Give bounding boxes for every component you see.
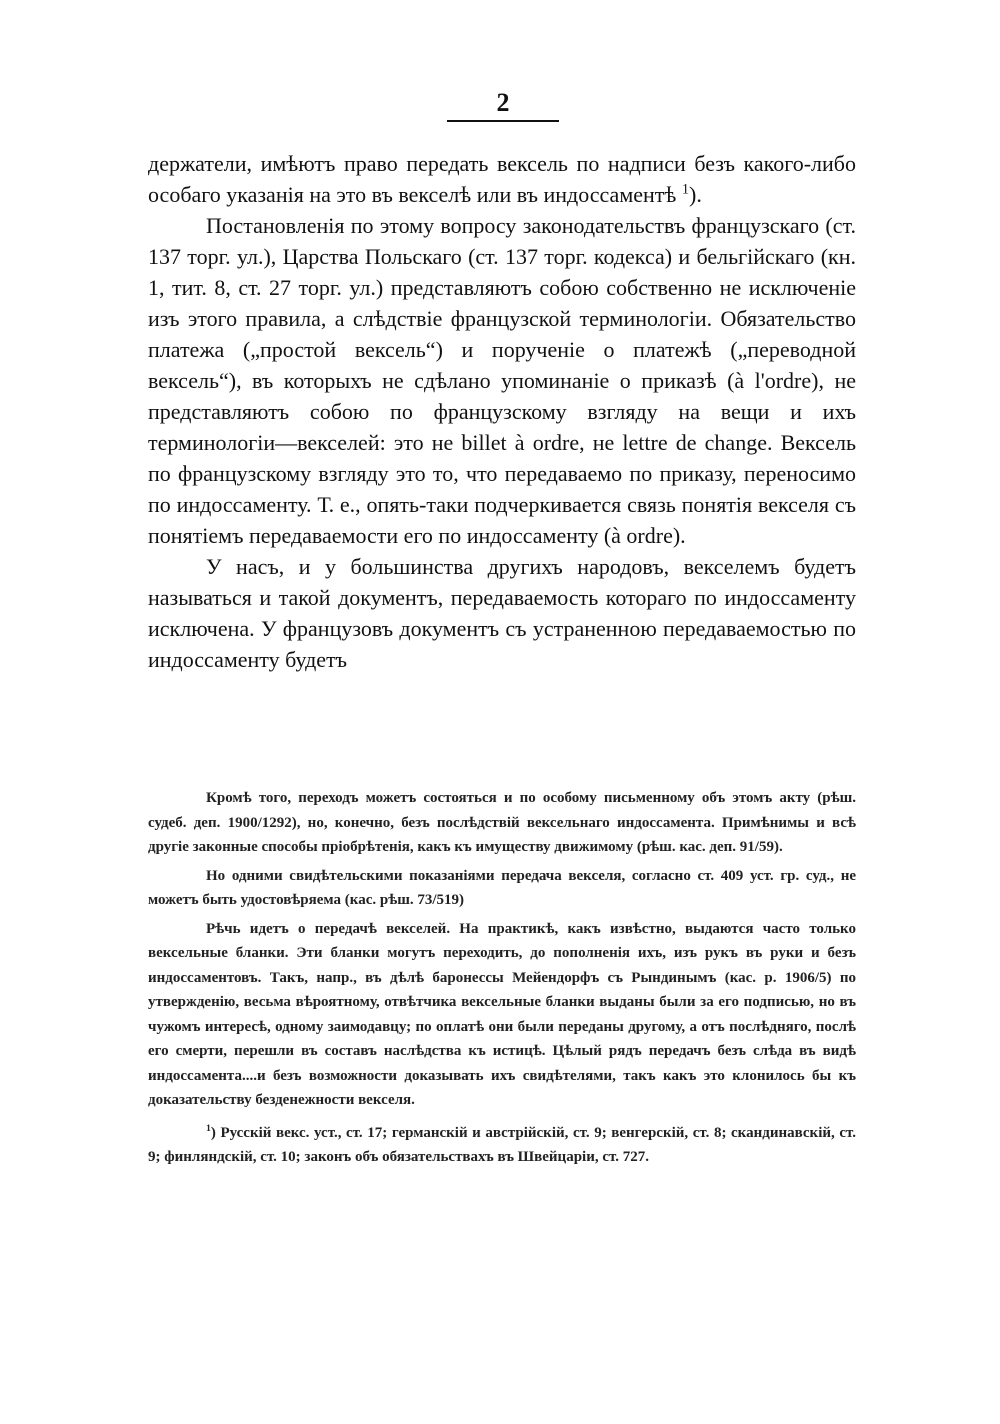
notes-section (148, 786, 856, 1174)
paragraph-1-text: держатели, имѣютъ право передать вексель по надписи безъ какого-либо особаго указанія на это въ векселѣ или въ индоссаментѣ (148, 151, 856, 207)
paragraph-3: У насъ, и у большинства другихъ народовъ, векселемъ будетъ называться и такой документъ, передаваемость котораго по индоссаменту исключена. У французовъ документъ съ устраненною передаваемостью по индоссаменту будетъ (148, 554, 856, 672)
note-1: Кромѣ того, переходъ можетъ состояться и по особому письменному объ этомъ акту (рѣш. судеб. деп. 1900/1292), но, конечно, безъ послѣдствій вексельнаго индоссамента. Примѣнимы и всѣ другіе законные способы пріобрѣтенія, какъ къ имуществу движимому (рѣш. кас. деп. 91/59). (148, 790, 856, 855)
note-3: Рѣчь идетъ о передачѣ векселей. На практикѣ, какъ извѣстно, выдаются часто только вексельные бланки. Эти бланки могутъ переходить, до пополненія ихъ, изъ рукъ въ руки и безъ индоссаментовъ. Такъ, напр., въ дѣлѣ баронессы Мейендорфъ съ Рындинымъ (кас. р. 1906/5) по утвержденію, весьма вѣроятному, отвѣтчика вексельные бланки выданы были за его подписью, но въ чужомъ интересѣ, одному заимодавцу; по оплатѣ они были переданы другому, а отъ послѣдняго, послѣ его смерти, перешли въ составъ наслѣдства къ истицѣ. Цѣлый рядъ передачъ безъ слѣда въ видѣ индоссамента....и безъ возможности доказывать ихъ свидѣтелями, такъ какъ это клонилось бы къ доказательству безденежности векселя. (148, 920, 856, 1108)
footnote-1 (148, 1121, 856, 1170)
paragraph-2: Постановленія по этому вопросу законодательствъ французскаго (ст. 137 торг. ул.), Царства Польскаго (ст. 137 торг. кодекса) и бельгійскаго (кн. 1, тит. 8, ст. 27 торг. ул.) представляютъ собою собственно не исключеніе изъ этого правила, а слѣдствіе французской терминологіи. Обязательство платежа („простой вексель“) и порученіе о платежѣ („переводной вексель“), въ которыхъ не сдѣлано упоминаніе о приказѣ (à l'ordre), не представляютъ собою по французскому взгляду на вещи и ихъ терминологіи—векселей: это не billet à ordre, не lettre de change. Вексель по французскому взгляду это то, что передаваемо по приказу, переносимо по индоссаменту. Т. е., опять-таки подчеркивается связь понятія векселя съ понятіемъ передаваемости его по индоссаменту (à ordre). (148, 213, 856, 548)
footnote-ref: 1 (681, 181, 689, 198)
footnote-1-text: ) Русскій векс. уст., ст. 17; германскій и австрійскій, ст. 9; венгерскій, ст. 8; скандинавскій, ст. 9; финляндскій, ст. 10; законъ объ обязательствахъ въ Швейцаріи, ст. 727. (148, 1124, 856, 1165)
main-text (148, 148, 856, 675)
paragraph-1-end: ). (689, 182, 702, 207)
page-number: 2 (496, 88, 510, 117)
paragraph-1 (148, 148, 856, 210)
footnote-1-mark: 1 (206, 1122, 211, 1134)
note-2: Но одними свидѣтельскими показаніями передача векселя, согласно ст. 409 уст. гр. суд., не можетъ быть удостовѣряема (кас. рѣш. 73/519) (148, 867, 856, 908)
page-number-rule (447, 120, 559, 122)
